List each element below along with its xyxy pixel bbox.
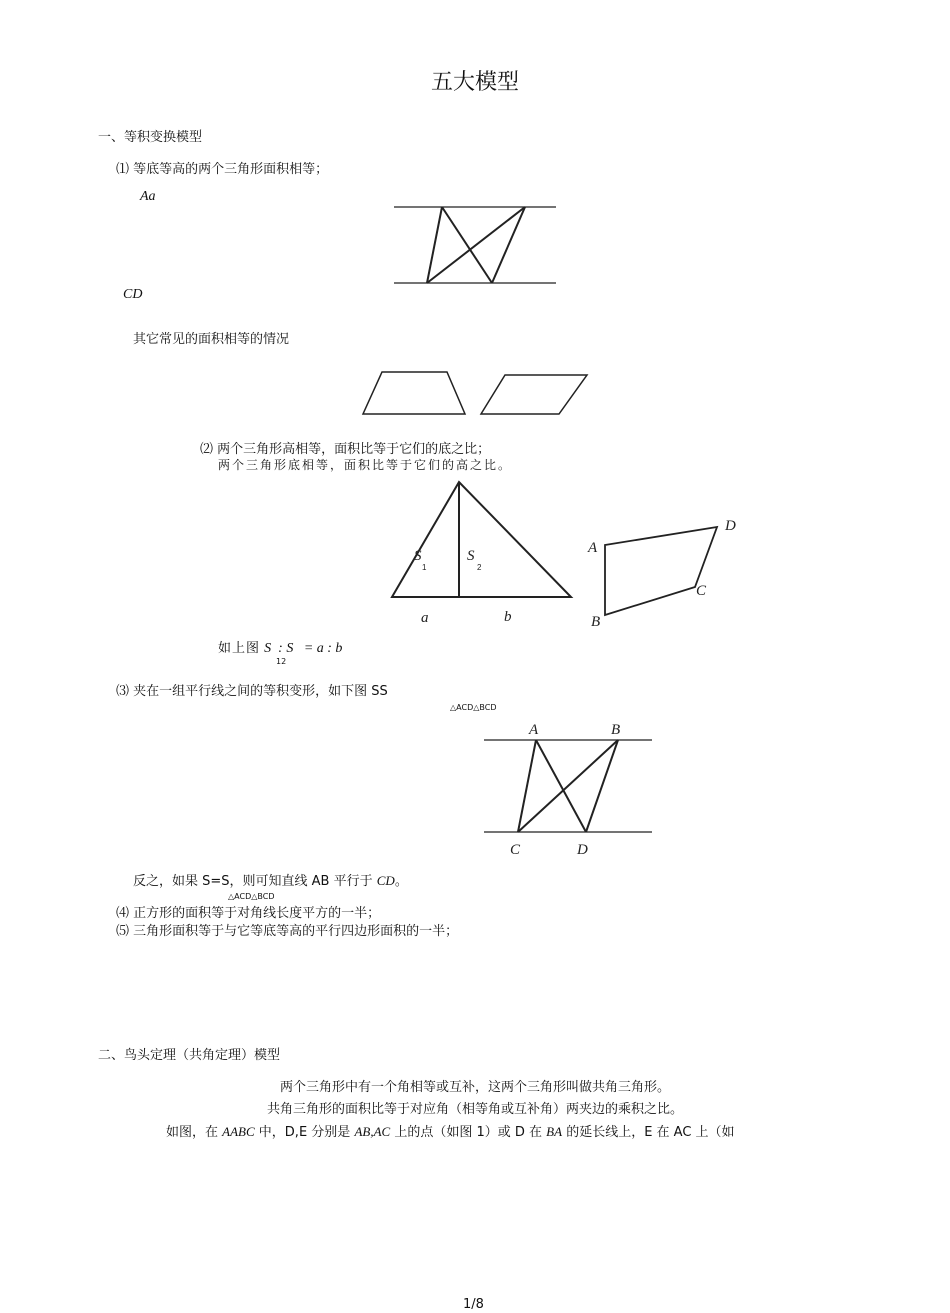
fig3-s1-sub: 1 [422, 563, 427, 572]
section2-line1: 两个三角形中有一个角相等或互补，这两个三角形叫做共角三角形。 [279, 1080, 670, 1095]
ratio-line [218, 641, 342, 657]
ratio-prefix: 如上图 [218, 641, 261, 656]
line3-part-d: 的延长线上，E 在 AC 上（如 [566, 1125, 735, 1140]
line3-ba: BA [546, 1124, 563, 1139]
fig4-label-c: C [696, 583, 707, 599]
fig5-label-b: B [611, 722, 621, 738]
converse-end: 。 [394, 874, 408, 889]
ratio-subscript: 12 [276, 657, 287, 666]
converse-text: 反之，如果 S=S，则可知直线 AB 平行于 [133, 874, 373, 889]
fig5-label-a: A [529, 722, 539, 738]
item5-text: 三角形面积等于与它等底等高的平行四边形面积的一半； [133, 924, 459, 939]
fig3-s1: S [414, 548, 422, 564]
other-cases-text: 其它常见的面积相等的情况 [133, 332, 290, 347]
item2-number: ⑵ [200, 442, 214, 457]
item4-number: ⑷ [116, 906, 130, 921]
ratio-formula: S : S = a : b [264, 641, 343, 656]
section2-line3 [166, 1124, 735, 1141]
item1-text: 等底等高的两个三角形面积相等； [133, 162, 329, 177]
fig3-s2: S [467, 548, 475, 564]
page-number: 1/8 [463, 1297, 484, 1312]
item2-line1 [200, 442, 490, 458]
line3-part-c: 上的点（如图 1）或 D 在 [394, 1125, 543, 1140]
fig4-label-d: D [725, 518, 736, 534]
section2-heading: 二、鸟头定理（共角定理）模型 [98, 1048, 281, 1063]
figure-triangle-altitude [388, 478, 578, 628]
item2-text: 两个三角形高相等，面积比等于它们的底之比； [217, 442, 491, 457]
fig4-label-b: B [591, 614, 601, 630]
item2-line2: 两个三角形底相等，面积比等于它们的高之比。 [218, 458, 513, 472]
item3-subscript: △ACD△BCD [450, 703, 497, 712]
fig5-label-c: C [510, 842, 521, 858]
item5-number: ⑸ [116, 924, 130, 939]
line3-part-a: 如图，在 [166, 1125, 219, 1140]
fig3-s2-sub: 2 [477, 563, 482, 572]
fig3-label-b: b [504, 609, 512, 625]
item3-text: 夹在一组平行线之间的等积变形，如下图 SS [133, 684, 388, 699]
fig1-label-top: Aa [140, 189, 156, 204]
section2-line2: 共角三角形的面积比等于对应角（相等角或互补角）两夹边的乘积之比。 [266, 1102, 683, 1117]
figure-trapezoid-parallelogram [360, 368, 592, 418]
line3-abac: AB,AC [354, 1124, 391, 1139]
item3-number: ⑶ [116, 684, 130, 699]
fig1-label-bottom: CD [123, 287, 143, 302]
section1-heading: 一、等积变换模型 [98, 130, 203, 145]
converse-cd: CD [376, 873, 395, 888]
figure-parallel-triangles [390, 200, 560, 290]
converse-line [133, 873, 408, 890]
converse-subscript: △ACD△BCD [228, 892, 275, 901]
item1-number: ⑴ [116, 162, 130, 177]
item5 [116, 924, 458, 940]
item4-text: 正方形的面积等于对角线长度平方的一半； [133, 906, 381, 921]
fig5-label-d: D [577, 842, 588, 858]
figure-quadrilateral [585, 512, 745, 632]
fig3-label-a: a [421, 610, 429, 626]
line3-abc: AABC [222, 1124, 255, 1139]
item3 [116, 684, 388, 700]
fig4-label-a: A [588, 540, 598, 556]
figure-parallel-abcd [480, 715, 660, 860]
item1 [116, 162, 328, 178]
item4 [116, 906, 380, 922]
line3-part-b: 中，D,E 分别是 [258, 1125, 351, 1140]
page-title: 五大模型 [430, 70, 519, 95]
